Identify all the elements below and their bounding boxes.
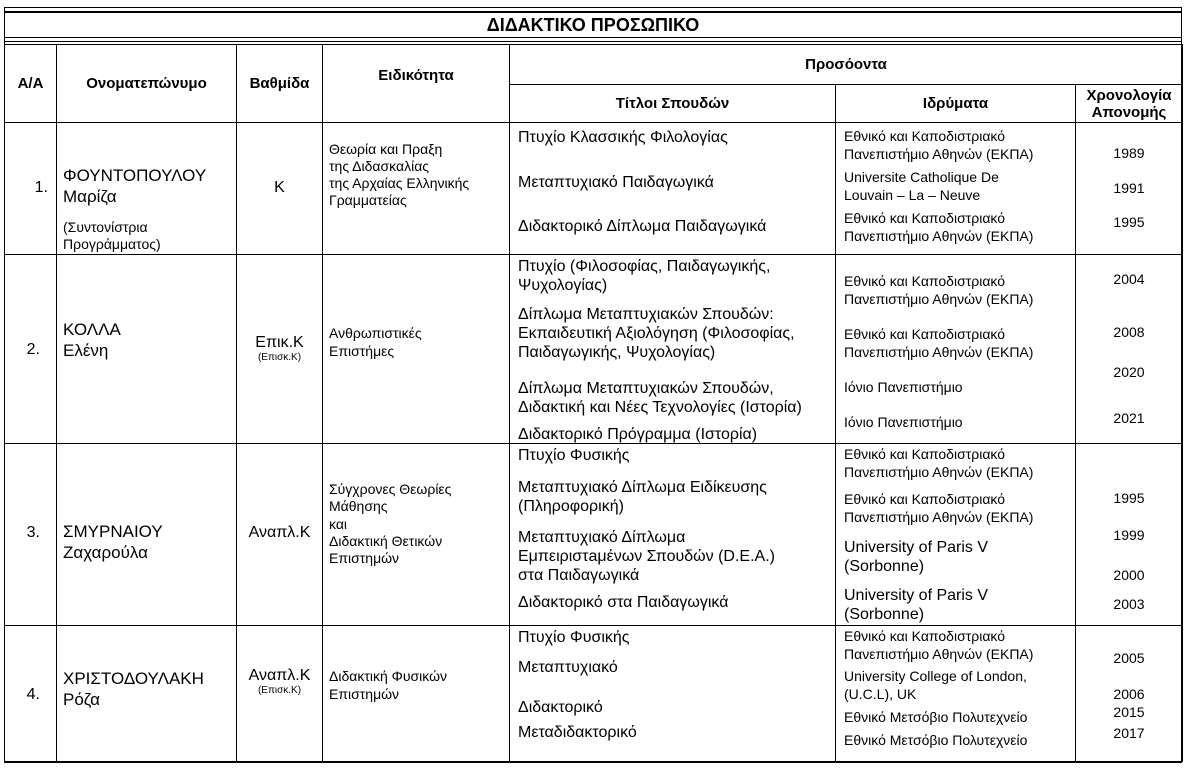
institution-line: Εθνικό και Καποδιστριακό [844, 326, 1006, 342]
specialty-line: της Διδασκαλίας [329, 158, 430, 174]
year-value: 2000 [1113, 567, 1145, 583]
year-value: 2017 [1113, 725, 1145, 741]
institution-line: Ιόνιο Πανεπιστήμιο [844, 414, 963, 430]
table-row [5, 123, 1183, 255]
degree-line: Δίπλωμα Μεταπτυχιακών Σπουδών, [518, 380, 774, 397]
row-number-cell [5, 255, 57, 444]
year-value: 2008 [1113, 324, 1145, 340]
header-institutions: Ιδρύματα [836, 85, 1076, 123]
institution-line: Εθνικό Μετσόβιο Πολυτεχνείο [844, 709, 1028, 725]
specialty-line: και [329, 516, 348, 532]
rank-value: Κ [274, 179, 285, 196]
year-value: 2006 [1113, 686, 1145, 702]
institution-line: Πανεπιστήμιο Αθηνών (ΕΚΠΑ) [844, 464, 1034, 480]
person-note-line2: Προγράμματος) [63, 236, 161, 252]
person-firstname: Ρόζα [63, 690, 100, 709]
institution-line: Εθνικό και Καποδιστριακό [844, 128, 1006, 144]
institution-line: Εθνικό και Καποδιστριακό [844, 628, 1006, 644]
institution-line: Πανεπιστήμιο Αθηνών (ΕΚΠΑ) [844, 146, 1034, 162]
header-degrees: Τίτλοι Σπουδών [510, 85, 836, 123]
institution-line: Πανεπιστήμιο Αθηνών (ΕΚΠΑ) [844, 291, 1034, 307]
person-surname: ΚΟΛΛΑ [63, 320, 121, 339]
row-number: 4. [26, 686, 40, 703]
specialty-line: Διδακτική Θετικών [329, 533, 443, 549]
name-cell [57, 626, 237, 762]
title-divider [4, 41, 1182, 42]
person-firstname: Μαρίζα [63, 187, 117, 206]
degree-line: Πτυχίο Φυσικής [518, 629, 630, 646]
years-cell [1076, 444, 1183, 626]
institutions-cell [836, 626, 1076, 762]
degree-line: Πτυχίο (Φιλοσοφίας, Παιδαγωγικής, [518, 258, 771, 275]
table-row [5, 626, 1183, 762]
degrees-cell [510, 626, 836, 762]
specialty-line: Ανθρωπιστικές [329, 325, 422, 341]
person-note-line1: (Συντονίστρια [63, 219, 148, 235]
year-value: 1995 [1113, 214, 1145, 230]
degree-line: Εκπαιδευτική Αξιολόγηση (Φιλοσοφίας, [518, 325, 795, 342]
rank-cell [237, 626, 323, 762]
person-surname: ΣΜΥΡΝΑΙΟΥ [63, 522, 163, 541]
degree-line: Δίπλωμα Μεταπτυχιακών Σπουδών: [518, 306, 774, 323]
years-cell [1076, 255, 1183, 444]
degree-line: Διδακτική και Νέες Τεχνολογίες (Ιστορία) [518, 399, 802, 416]
header-qualifications: Προσόοντα [510, 45, 1183, 85]
specialty-line: Μάθησης [329, 498, 388, 514]
institutions-cell [836, 123, 1076, 255]
person-surname: ΧΡΙΣΤΟΔΟΥΛΑΚΗ [63, 669, 204, 688]
institution-line: Louvain – La – Neuve [844, 187, 981, 203]
degree-line: Μεταπτυχιακό Δίπλωμα Ειδίκευσης [518, 479, 767, 496]
header-rank: Βαθμίδα [237, 45, 323, 123]
rank-value: Επικ.Κ [255, 334, 304, 351]
name-cell [57, 255, 237, 444]
person-firstname: Ελένη [63, 341, 109, 360]
institutions-cell [836, 444, 1076, 626]
degree-line: Παιδαγωγικής, Ψυχολογίας) [518, 344, 716, 361]
staff-table [4, 44, 1183, 762]
institution-line: Εθνικό και Καποδιστριακό [844, 446, 1006, 462]
institution-line: Εθνικό και Καποδιστριακό [844, 491, 1006, 507]
institution-line: University College of London, [844, 668, 1027, 684]
degree-line: Πτυχίο Φυσικής [518, 447, 630, 464]
specialty-line: Γραμματείας [329, 192, 407, 208]
degree-line: Διδακτορικό [518, 699, 603, 716]
specialty-line: Θεωρία και Πραξη [329, 141, 443, 157]
row-number-cell [5, 123, 57, 255]
degree-line: Πτυχίο Κλασσικής Φιλολογίας [518, 129, 728, 146]
rank-cell [237, 255, 323, 444]
specialty-cell [323, 444, 510, 626]
page-title: ΔΙΔΑΚΤΙΚΟ ΠΡΟΣΩΠΙΚΟ [4, 11, 1182, 38]
header-year-line1: Χρονολογία [1086, 86, 1172, 104]
rank-value: Αναπλ.Κ [248, 524, 311, 541]
degree-line: Διδακτορικό Δίπλωμα Παιδαγωγικά [518, 218, 767, 235]
degree-line: Μεταδιδακτορικό [518, 724, 637, 741]
year-value: 2015 [1113, 704, 1145, 720]
institution-line: University of Paris V [844, 587, 989, 604]
specialty-line: Επιστημών [329, 550, 400, 566]
institution-line: Universite Catholique De [844, 169, 999, 185]
year-value: 2021 [1113, 410, 1145, 426]
year-value: 2005 [1113, 650, 1145, 666]
row-number: 1. [34, 179, 48, 196]
specialty-line: Επιστήμες [329, 343, 395, 359]
year-value: 1999 [1113, 527, 1145, 543]
table-row [5, 255, 1183, 444]
degree-line: Μεταπτυχιακό [518, 659, 618, 676]
institution-line: Εθνικό Μετσόβιο Πολυτεχνείο [844, 732, 1028, 748]
degree-line: Μεταπτυχιακό Παιδαγωγικά [518, 174, 714, 191]
year-value: 1989 [1113, 145, 1145, 161]
years-cell [1076, 626, 1183, 762]
rank-cell [237, 444, 323, 626]
institution-line: (Sorbonne) [844, 606, 925, 623]
person-surname: ΦΟΥΝΤΟΠΟΥΛΟΥ [63, 166, 207, 185]
institution-line: Πανεπιστήμιο Αθηνών (ΕΚΠΑ) [844, 344, 1034, 360]
year-value: 2020 [1113, 364, 1145, 380]
rank-value: Αναπλ.Κ [248, 667, 311, 684]
name-cell [57, 444, 237, 626]
header-year-line2: Απονομής [1091, 103, 1167, 121]
institution-line: Πανεπιστήμιο Αθηνών (ΕΚΠΑ) [844, 509, 1034, 525]
year-value: 1991 [1113, 180, 1145, 196]
degree-line: Ψυχολογίας) [518, 277, 608, 294]
header-aa: Α/Α [5, 45, 57, 123]
degrees-cell [510, 444, 836, 626]
rank-note: (Επισκ.Κ) [257, 352, 302, 363]
institution-line: (Sorbonne) [844, 558, 925, 575]
rank-note: (Επισκ.Κ) [257, 685, 302, 696]
specialty-line: της Αρχαίας Ελληνικής [329, 175, 470, 191]
table-row [5, 444, 1183, 626]
header-year [1076, 85, 1183, 123]
institution-line: University of Paris V [844, 539, 989, 556]
institution-line: Εθνικό και Καποδιστριακό [844, 273, 1006, 289]
specialty-line: Επιστημών [329, 686, 400, 702]
degree-line: (Πληροφορική) [518, 498, 624, 515]
degree-line: στα Παιδαγωγικά [518, 567, 640, 584]
institution-line: Ιόνιο Πανεπιστήμιο [844, 379, 963, 395]
degrees-cell [510, 255, 836, 444]
specialty-cell [323, 123, 510, 255]
row-number-cell [5, 626, 57, 762]
row-number: 2. [26, 341, 40, 358]
institution-line: Εθνικό και Καποδιστριακό [844, 210, 1006, 226]
degree-line: Διδακτορικό στα Παιδαγωγικά [518, 594, 729, 611]
name-cell [57, 123, 237, 255]
specialty-line: Διδακτική Φυσικών [329, 668, 448, 684]
specialty-cell [323, 255, 510, 444]
row-number-cell [5, 444, 57, 626]
degrees-cell [510, 123, 836, 255]
year-value: 2004 [1113, 271, 1145, 287]
header-specialty: Ειδικότητα [323, 45, 510, 123]
degree-line: Διδακτορικό Πρόγραμμα (Ιστορία) [518, 426, 758, 443]
years-cell [1076, 123, 1183, 255]
specialty-cell [323, 626, 510, 762]
degree-line: Εμπειριστaμένων Σπουδών (D.E.A.) [518, 548, 775, 565]
rank-cell [237, 123, 323, 255]
year-value: 2003 [1113, 596, 1145, 612]
degree-line: Μεταπτυχιακό Δίπλωμα [518, 529, 686, 546]
institution-line: (U.C.L), UK [844, 686, 917, 702]
institution-line: Πανεπιστήμιο Αθηνών (ΕΚΠΑ) [844, 228, 1034, 244]
row-number: 3. [26, 524, 40, 541]
specialty-line: Σύγχρονες Θεωρίες [329, 481, 452, 497]
institutions-cell [836, 255, 1076, 444]
header-name: Ονοματεπώνυμο [57, 45, 237, 123]
year-value: 1995 [1113, 490, 1145, 506]
person-firstname: Ζαχαρούλα [63, 543, 148, 562]
institution-line: Πανεπιστήμιο Αθηνών (ΕΚΠΑ) [844, 646, 1034, 662]
